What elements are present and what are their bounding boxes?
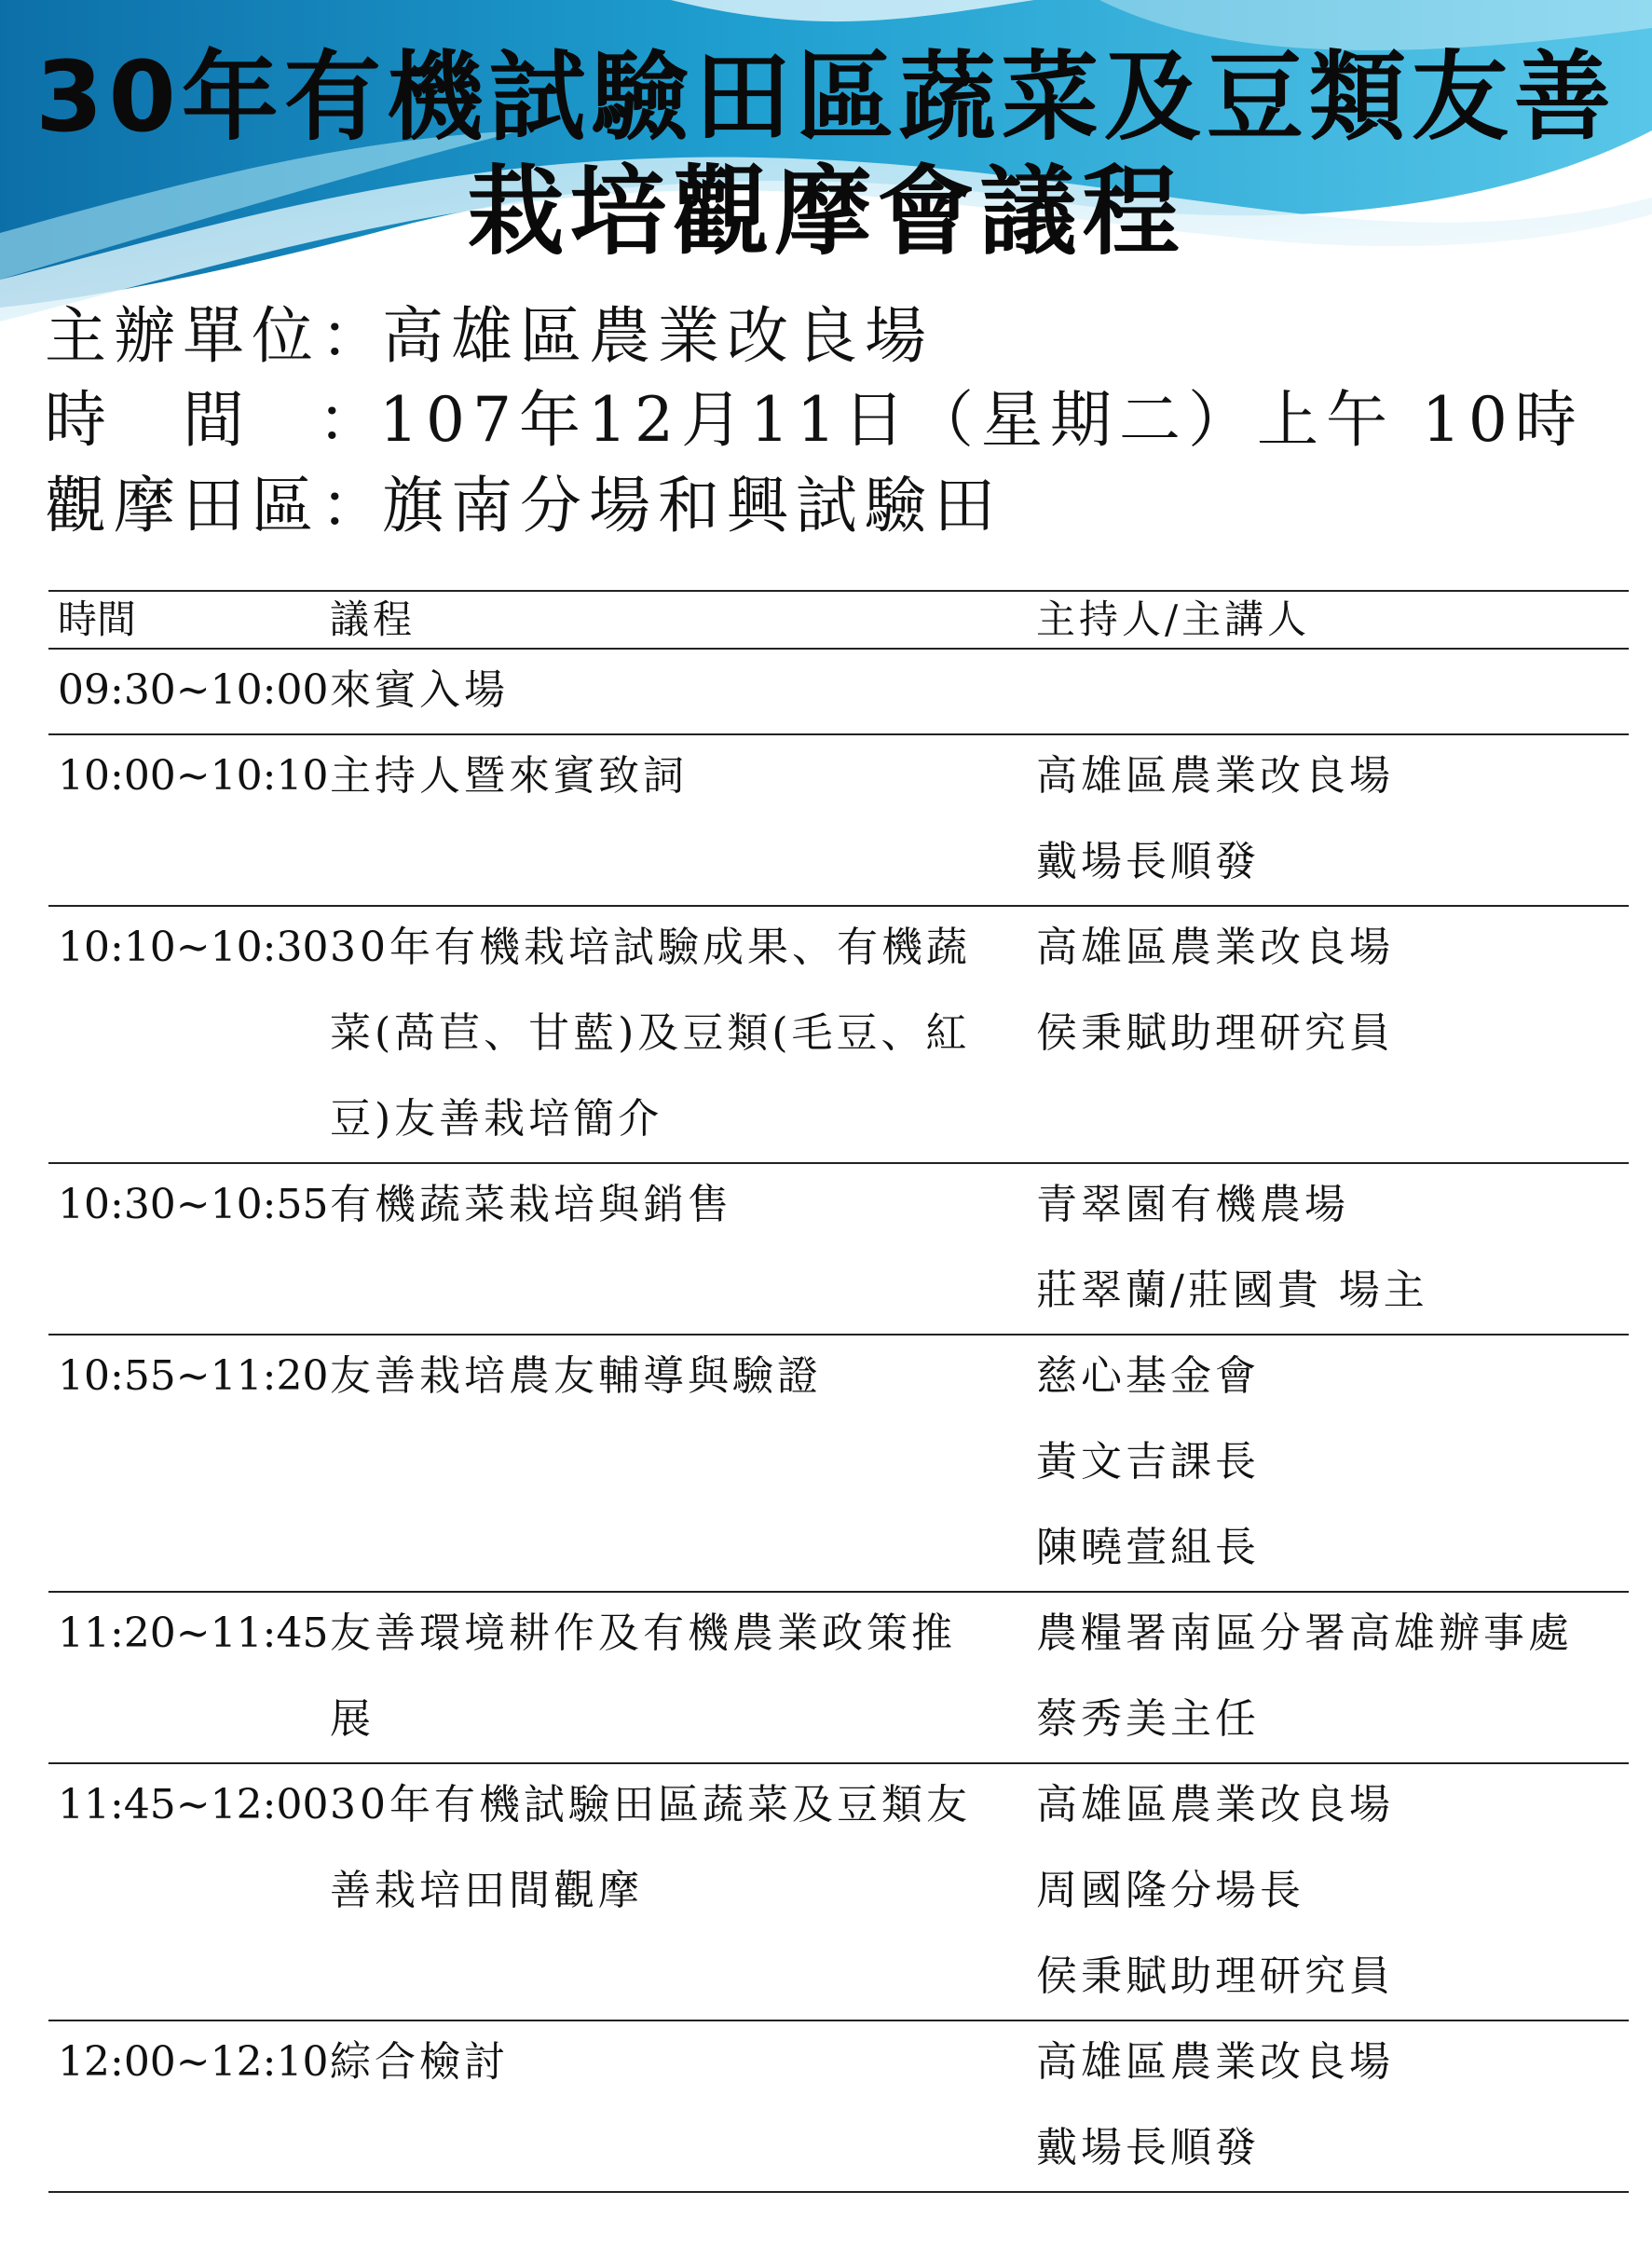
field-label: 觀摩田區 bbox=[45, 470, 321, 541]
row-time bbox=[58, 905, 328, 991]
row-divider bbox=[48, 2191, 1629, 2193]
row-host-line: 侯秉賦助理研究員 bbox=[1036, 1952, 1394, 2000]
row-time bbox=[58, 733, 328, 819]
row-host bbox=[1036, 1591, 1573, 1762]
table-row bbox=[48, 905, 1629, 1162]
row-host bbox=[1036, 1762, 1394, 2020]
row-topic-line: 主持人暨來賓致詞 bbox=[330, 752, 688, 800]
header-host: 主持人/主講人 bbox=[1036, 596, 1311, 642]
row-topic bbox=[330, 648, 509, 733]
row-host-line: 高雄區農業改良場 bbox=[1036, 924, 1394, 971]
row-host-line: 高雄區農業改良場 bbox=[1036, 1781, 1394, 1829]
row-topic-line: 菜(萵苣、甘藍)及豆類(毛豆、紅 bbox=[330, 1009, 971, 1057]
row-time-line: 10:00~10:10 bbox=[58, 752, 329, 800]
row-time-line: 10:55~11:20 bbox=[58, 1352, 329, 1400]
table-row bbox=[48, 733, 1629, 905]
row-time bbox=[58, 2020, 328, 2105]
row-host-line: 蔡秀美主任 bbox=[1036, 1695, 1260, 1743]
row-host-line: 戴場長順發 bbox=[1036, 2124, 1260, 2171]
row-host bbox=[1036, 905, 1394, 1076]
table-row bbox=[48, 1162, 1629, 1334]
label-separator: ： bbox=[321, 470, 382, 541]
row-time-line: 11:20~11:45 bbox=[58, 1609, 329, 1657]
row-host-line: 侯秉賦助理研究員 bbox=[1036, 1009, 1394, 1057]
row-host-line: 慈心基金會 bbox=[1036, 1352, 1260, 1400]
row-host-line: 戴場長順發 bbox=[1036, 838, 1260, 885]
row-host bbox=[1036, 733, 1394, 905]
field-line bbox=[45, 470, 1003, 541]
organizer-line bbox=[45, 300, 934, 372]
label-separator: ： bbox=[321, 300, 382, 372]
row-host-line: 黃文吉課長 bbox=[1036, 1438, 1260, 1486]
row-topic-line: 友善環境耕作及有機農業政策推 bbox=[330, 1609, 956, 1657]
header-time: 時間 bbox=[58, 596, 137, 642]
header-topic: 議程 bbox=[330, 596, 416, 642]
row-host-line: 莊翠蘭/莊國貴 場主 bbox=[1036, 1267, 1428, 1314]
row-topic-line: 30年有機試驗田區蔬菜及豆類友 bbox=[330, 1781, 971, 1829]
time-value: 107年12月11日（星期二）上午 10時 bbox=[379, 384, 1584, 456]
row-topic-line: 來賓入場 bbox=[330, 666, 509, 714]
table-row bbox=[48, 2020, 1629, 2191]
table-row bbox=[48, 648, 1629, 733]
row-topic bbox=[330, 1762, 971, 1934]
row-host-line: 農糧署南區分署高雄辦事處 bbox=[1036, 1609, 1573, 1657]
row-host bbox=[1036, 2020, 1394, 2191]
row-time bbox=[58, 1591, 328, 1677]
row-host-line: 陳曉萱組長 bbox=[1036, 1524, 1260, 1571]
row-topic bbox=[330, 2020, 509, 2105]
row-time-line: 10:10~10:30 bbox=[58, 924, 329, 971]
table-header-row bbox=[48, 590, 1629, 648]
row-host bbox=[1036, 1162, 1428, 1334]
table-row bbox=[48, 1334, 1629, 1591]
time-line bbox=[45, 384, 1584, 456]
row-host-line: 周國隆分場長 bbox=[1036, 1867, 1304, 1914]
row-topic-line: 綜合檢討 bbox=[330, 2038, 509, 2086]
row-topic-line: 友善栽培農友輔導與驗證 bbox=[330, 1352, 822, 1400]
row-host-line: 高雄區農業改良場 bbox=[1036, 2038, 1394, 2086]
row-time bbox=[58, 1162, 328, 1248]
table-row bbox=[48, 1591, 1629, 1762]
row-topic bbox=[330, 905, 971, 1162]
row-time-line: 09:30~10:00 bbox=[58, 666, 329, 714]
row-topic bbox=[330, 1334, 822, 1419]
field-value: 旗南分場和興試驗田 bbox=[382, 470, 1003, 541]
row-time-line: 10:30~10:55 bbox=[58, 1181, 329, 1228]
organizer-label: 主辦單位 bbox=[45, 300, 321, 372]
row-topic-line: 有機蔬菜栽培與銷售 bbox=[330, 1181, 732, 1228]
row-topic-line: 展 bbox=[330, 1695, 375, 1743]
row-topic-line: 30年有機栽培試驗成果、有機蔬 bbox=[330, 924, 971, 971]
row-topic-line: 豆)友善栽培簡介 bbox=[330, 1095, 663, 1143]
row-host bbox=[1036, 1334, 1260, 1591]
time-label: 時 間 bbox=[45, 384, 252, 456]
row-time-line: 12:00~12:10 bbox=[58, 2038, 329, 2086]
organizer-value: 高雄區農業改良場 bbox=[382, 300, 934, 372]
label-separator: ： bbox=[318, 384, 379, 456]
row-host-line: 青翠園有機農場 bbox=[1036, 1181, 1349, 1228]
row-time bbox=[58, 1334, 328, 1419]
row-time bbox=[58, 1762, 328, 1848]
row-time-line: 11:45~12:00 bbox=[58, 1781, 329, 1829]
row-host-line: 高雄區農業改良場 bbox=[1036, 752, 1394, 800]
row-time bbox=[58, 648, 328, 733]
row-topic bbox=[330, 1591, 956, 1762]
page-title-line-1: 30年有機試驗田區蔬菜及豆類友善 bbox=[35, 40, 1617, 154]
row-topic bbox=[330, 1162, 732, 1248]
row-topic bbox=[330, 733, 688, 819]
table-row bbox=[48, 1762, 1629, 2020]
page-title-line-2: 栽培觀摩會議程 bbox=[467, 155, 1185, 268]
row-topic-line: 善栽培田間觀摩 bbox=[330, 1867, 643, 1914]
